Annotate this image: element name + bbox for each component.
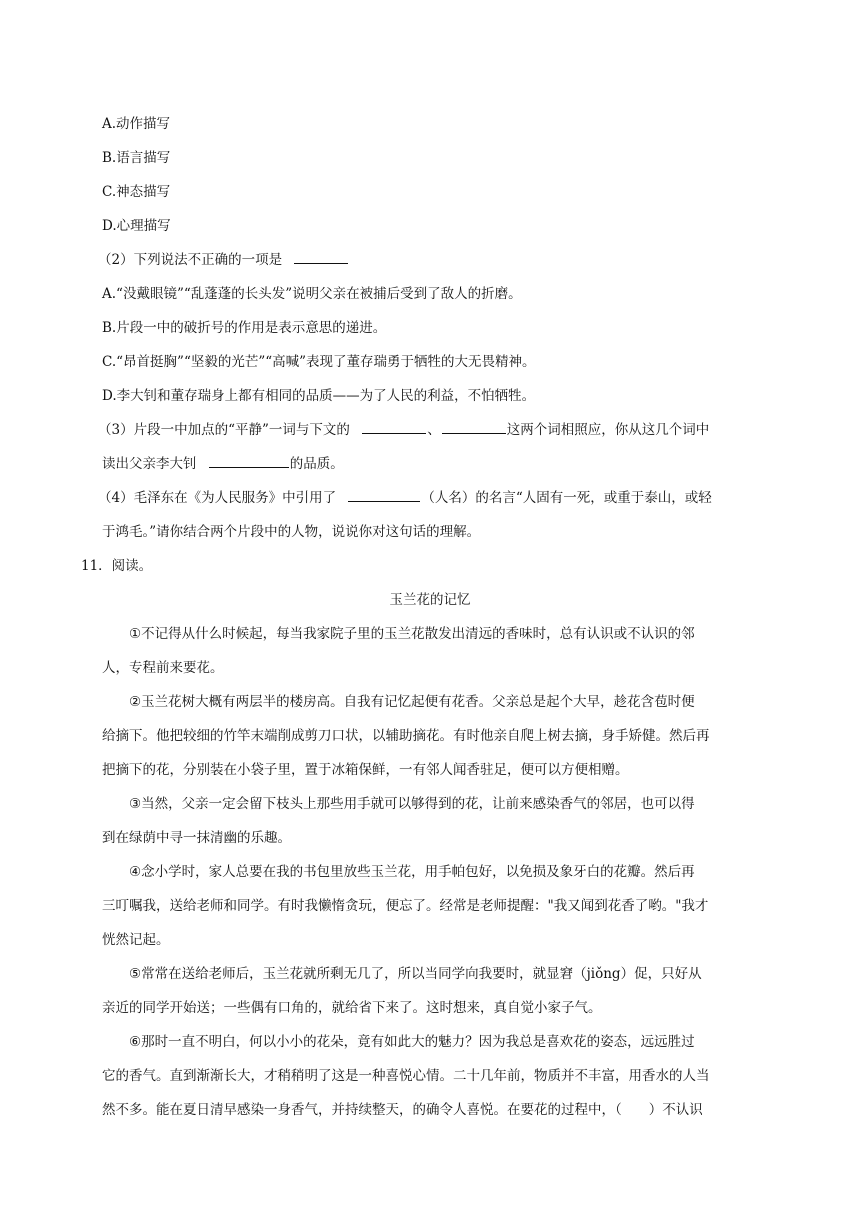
passage-title: 玉兰花的记忆 — [389, 592, 471, 608]
answer-blank[interactable] — [442, 419, 506, 434]
paragraph-line: 给摘下。他把较细的竹竿末端削成剪刀口状，以辅助摘花。有时他亲自爬上树去摘，身手矫健。然后再 — [102, 728, 710, 744]
paragraph-number: ⑥ — [129, 1034, 142, 1050]
q10-part2-question — [98, 248, 349, 268]
paragraph-number: ② — [129, 694, 142, 710]
passage-paragraph-5 — [129, 962, 702, 982]
q10-part4-text-b: （人名）的名言“人固有一死，或重于泰山，或轻 — [421, 490, 712, 506]
q10-part2-option-c: C.“昂首挺胸”“坚毅的光芒”“高喊”表现了董存瑞勇于牺牲的大无畏精神。 — [102, 354, 536, 370]
paragraph-line: 三叮嘱我，送给老师和同学。有时我懒惰贪玩，便忘了。经常是老师提醒："我又闻到花香了哟。"我才 — [102, 898, 709, 914]
passage-paragraph-6 — [129, 1030, 695, 1050]
paragraph-line: 玉兰花树大概有两层半的楼房高。自我有记忆起便有花香。父亲总是起个大早，趁花含苞时便 — [141, 694, 695, 710]
q10-part3-text-b: 这两个词相照应，你从这几个词中 — [506, 422, 710, 438]
paragraph-line: 人，专程前来要花。 — [102, 660, 224, 676]
q10-part3-line1 — [98, 418, 709, 438]
q10-part4-line1 — [98, 486, 712, 506]
q10-part3-text-a: （3）片段一中加点的“平静”一词与下文的 — [98, 422, 350, 438]
paragraph-number: ① — [129, 626, 142, 642]
paragraph-line: 不记得从什么时候起，每当我家院子里的玉兰花散发出清远的香味时，总有认识或不认识的邻 — [141, 626, 695, 642]
paragraph-line: 那时一直不明白，何以小小的花朵，竟有如此大的魅力？因为我总是喜欢花的姿态，远远胜过 — [141, 1034, 695, 1050]
paragraph-line: 然不多。能在夏日清早感染一身香气，并持续整天，的确令人喜悦。在要花的过程中，（ ）不认识 — [102, 1102, 703, 1118]
paragraph-line: 当然，父亲一定会留下枝头上那些用手就可以够得到的花，让前来感染香气的邻居，也可以得 — [141, 796, 695, 812]
answer-blank[interactable] — [209, 453, 289, 468]
paragraph-line: 恍然记起。 — [102, 932, 170, 948]
q10-part3-line2 — [102, 452, 344, 472]
paragraph-number: ④ — [129, 864, 142, 880]
q11-label: 11．阅读。 — [81, 558, 153, 574]
q10-part3-text-c: 读出父亲李大钊 — [102, 456, 197, 472]
q10-part1-option-c: C.神态描写 — [102, 184, 171, 200]
paragraph-number: ⑤ — [129, 966, 142, 982]
answer-blank[interactable] — [294, 249, 348, 264]
passage-paragraph-2 — [129, 690, 695, 710]
passage-paragraph-1 — [129, 622, 695, 642]
paragraph-line: 亲近的同学开始送；一些偶有口角的，就给省下来了。这时想来，真自觉小家子气。 — [102, 1000, 602, 1016]
paragraph-line: 到在绿荫中寻一抹清幽的乐趣。 — [102, 830, 291, 846]
paragraph-line: 把摘下的花，分别装在小袋子里，置于冰箱保鲜，一有邻人闻香驻足，便可以方便相赠。 — [102, 762, 629, 778]
q10-part3-text-d: 的品质。 — [289, 456, 344, 472]
q10-part1-option-a: A.动作描写 — [102, 116, 171, 132]
passage-paragraph-4 — [129, 860, 695, 880]
answer-blank[interactable] — [362, 419, 426, 434]
passage-paragraph-3 — [129, 792, 695, 812]
paragraph-line: 它的香气。直到渐渐长大，才稍稍明了这是一种喜悦心情。二十几年前，物质并不丰富，用香水的人当 — [102, 1068, 710, 1084]
answer-blank[interactable] — [348, 487, 420, 502]
q10-part1-option-d: D.心理描写 — [102, 218, 171, 234]
q10-part2-option-a: A.“没戴眼镜”“乱蓬蓬的长头发”说明父亲在被捕后受到了敌人的折磨。 — [102, 286, 522, 302]
q10-part2-option-d: D.李大钊和董存瑞身上都有相同的品质——为了人民的利益，不怕牺牲。 — [102, 388, 536, 404]
q10-part1-option-b: B.语言描写 — [102, 150, 171, 166]
q10-part3-separator: 、 — [427, 422, 441, 438]
q10-part4-line2: 于鸿毛。”请你结合两个片段中的人物，说说你对这句话的理解。 — [102, 524, 481, 540]
paragraph-line: 念小学时，家人总要在我的书包里放些玉兰花，用手帕包好，以免损及象牙白的花瓣。然后再 — [141, 864, 695, 880]
paragraph-line: 常常在送给老师后，玉兰花就所剩无几了，所以当同学向我要时，就显窘（jiǒng）促，只好从 — [141, 966, 702, 982]
q10-part4-text-a: （4）毛泽东在《为人民服务》中引用了 — [98, 490, 337, 506]
q10-part2-option-b: B.片段一中的破折号的作用是表示意思的递进。 — [102, 320, 387, 336]
q10-part2-stem: （2）下列说法不正确的一项是 — [98, 252, 283, 268]
paragraph-number: ③ — [129, 796, 142, 812]
